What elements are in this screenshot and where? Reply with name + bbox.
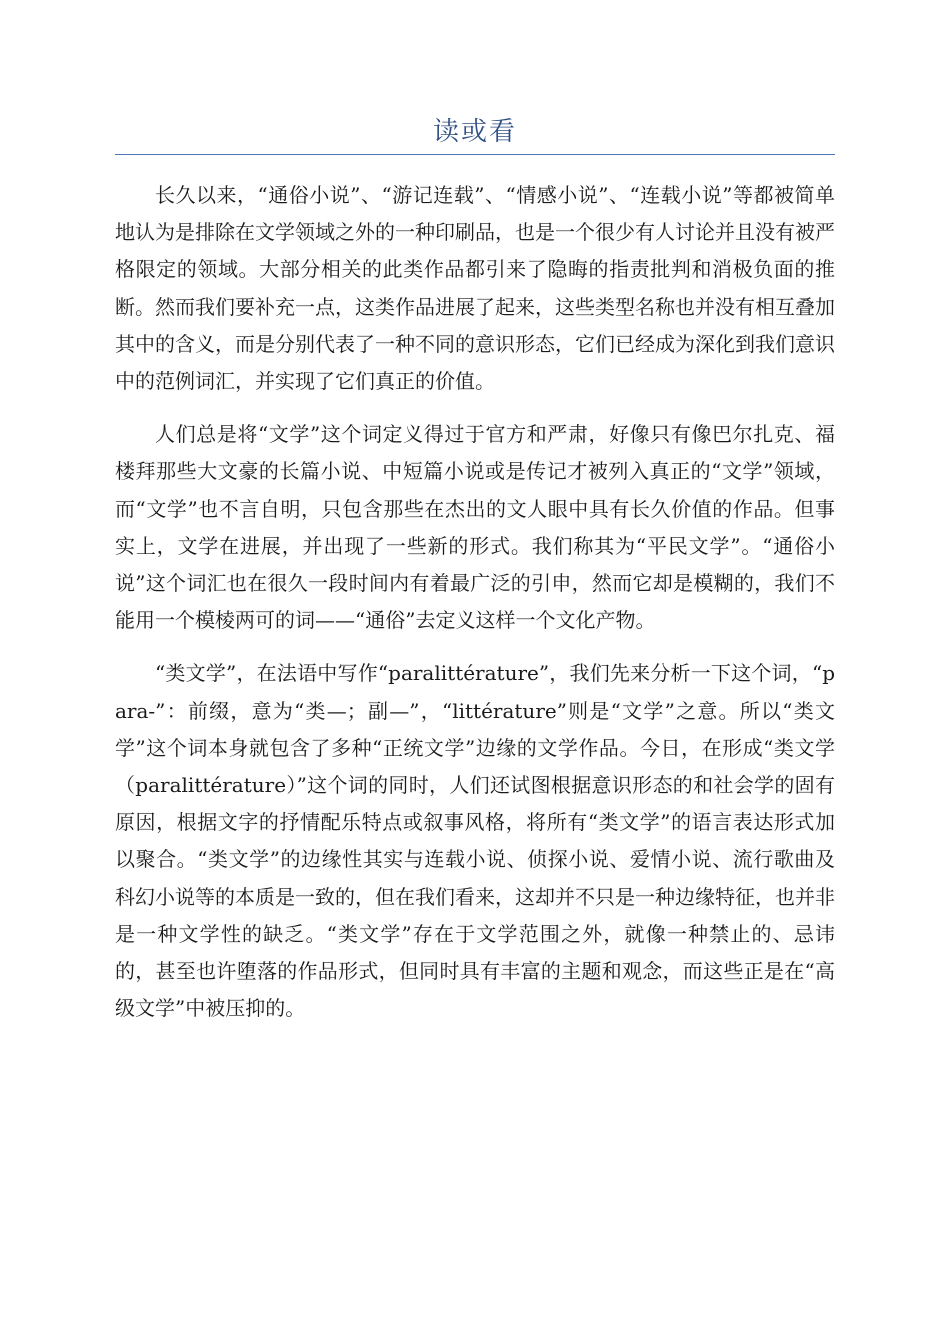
document-title: 读或看 bbox=[432, 117, 517, 147]
body-paragraph-3: “类文学”，在法语中写作“paralittérature”，我们先来分析一下这个词，“para-”：前缀，意为“类—；副—”，“littérature”则是“文学”之意。所以“类文学”这个词本身就包含了多种“正统文学”边缘的文学作品。今日，在形成“类文学（paralittérature）”这个词的同时，人们还试图根据意识形态的和社会学的固有原因，根据文字的抒情配乐特点或叙事风格，将所有“类文学”的语言表达形式加以聚合。“类文学”的边缘性其实与连载小说、侦探小说、爱情小说、流行歌曲及科幻小说等的本质是一致的，但在我们看来，这却并不只是一种边缘特征，也并非是一种文学性的缺乏。“类文学”存在于文学范围之外，就像一种禁止的、忌讳的，甚至也许堕落的作品形式，但同时具有丰富的主题和观念，而这些正是在“高级文学”中被压抑的。 bbox=[115, 661, 835, 1021]
body-paragraph-1: 长久以来，“通俗小说”、“游记连载”、“情感小说”、“连载小说”等都被简单地认为是排除在文学领域之外的一种印刷品，也是一个很少有人讨论并且没有被严格限定的领域。大部分相关的此类作品都引来了隐晦的指责批判和消极负面的推断。然而我们要补充一点，这类作品进展了起来，这些类型名称也并没有相互叠加其中的含义，而是分别代表了一种不同的意识形态，它们已经成为深化到我们意识中的范例词汇，并实现了它们真正的价值。 bbox=[115, 183, 835, 394]
title-underline-divider bbox=[115, 154, 835, 155]
body-paragraph-2: 人们总是将“文学”这个词定义得过于官方和严肃，好像只有像巴尔扎克、福楼拜那些大文豪的长篇小说、中短篇小说或是传记才被列入真正的“文学”领域，而“文学”也不言自明，只包含那些在杰出的文人眼中具有长久价值的作品。但事实上，文学在进展，并出现了一些新的形式。我们称其为“平民文学”。“通俗小说”这个词汇也在很久一段时间内有着最广泛的引申，然而它却是模糊的，我们不能用一个模棱两可的词——“通俗”去定义这样一个文化产物。 bbox=[115, 422, 835, 633]
document-body bbox=[115, 177, 835, 1043]
